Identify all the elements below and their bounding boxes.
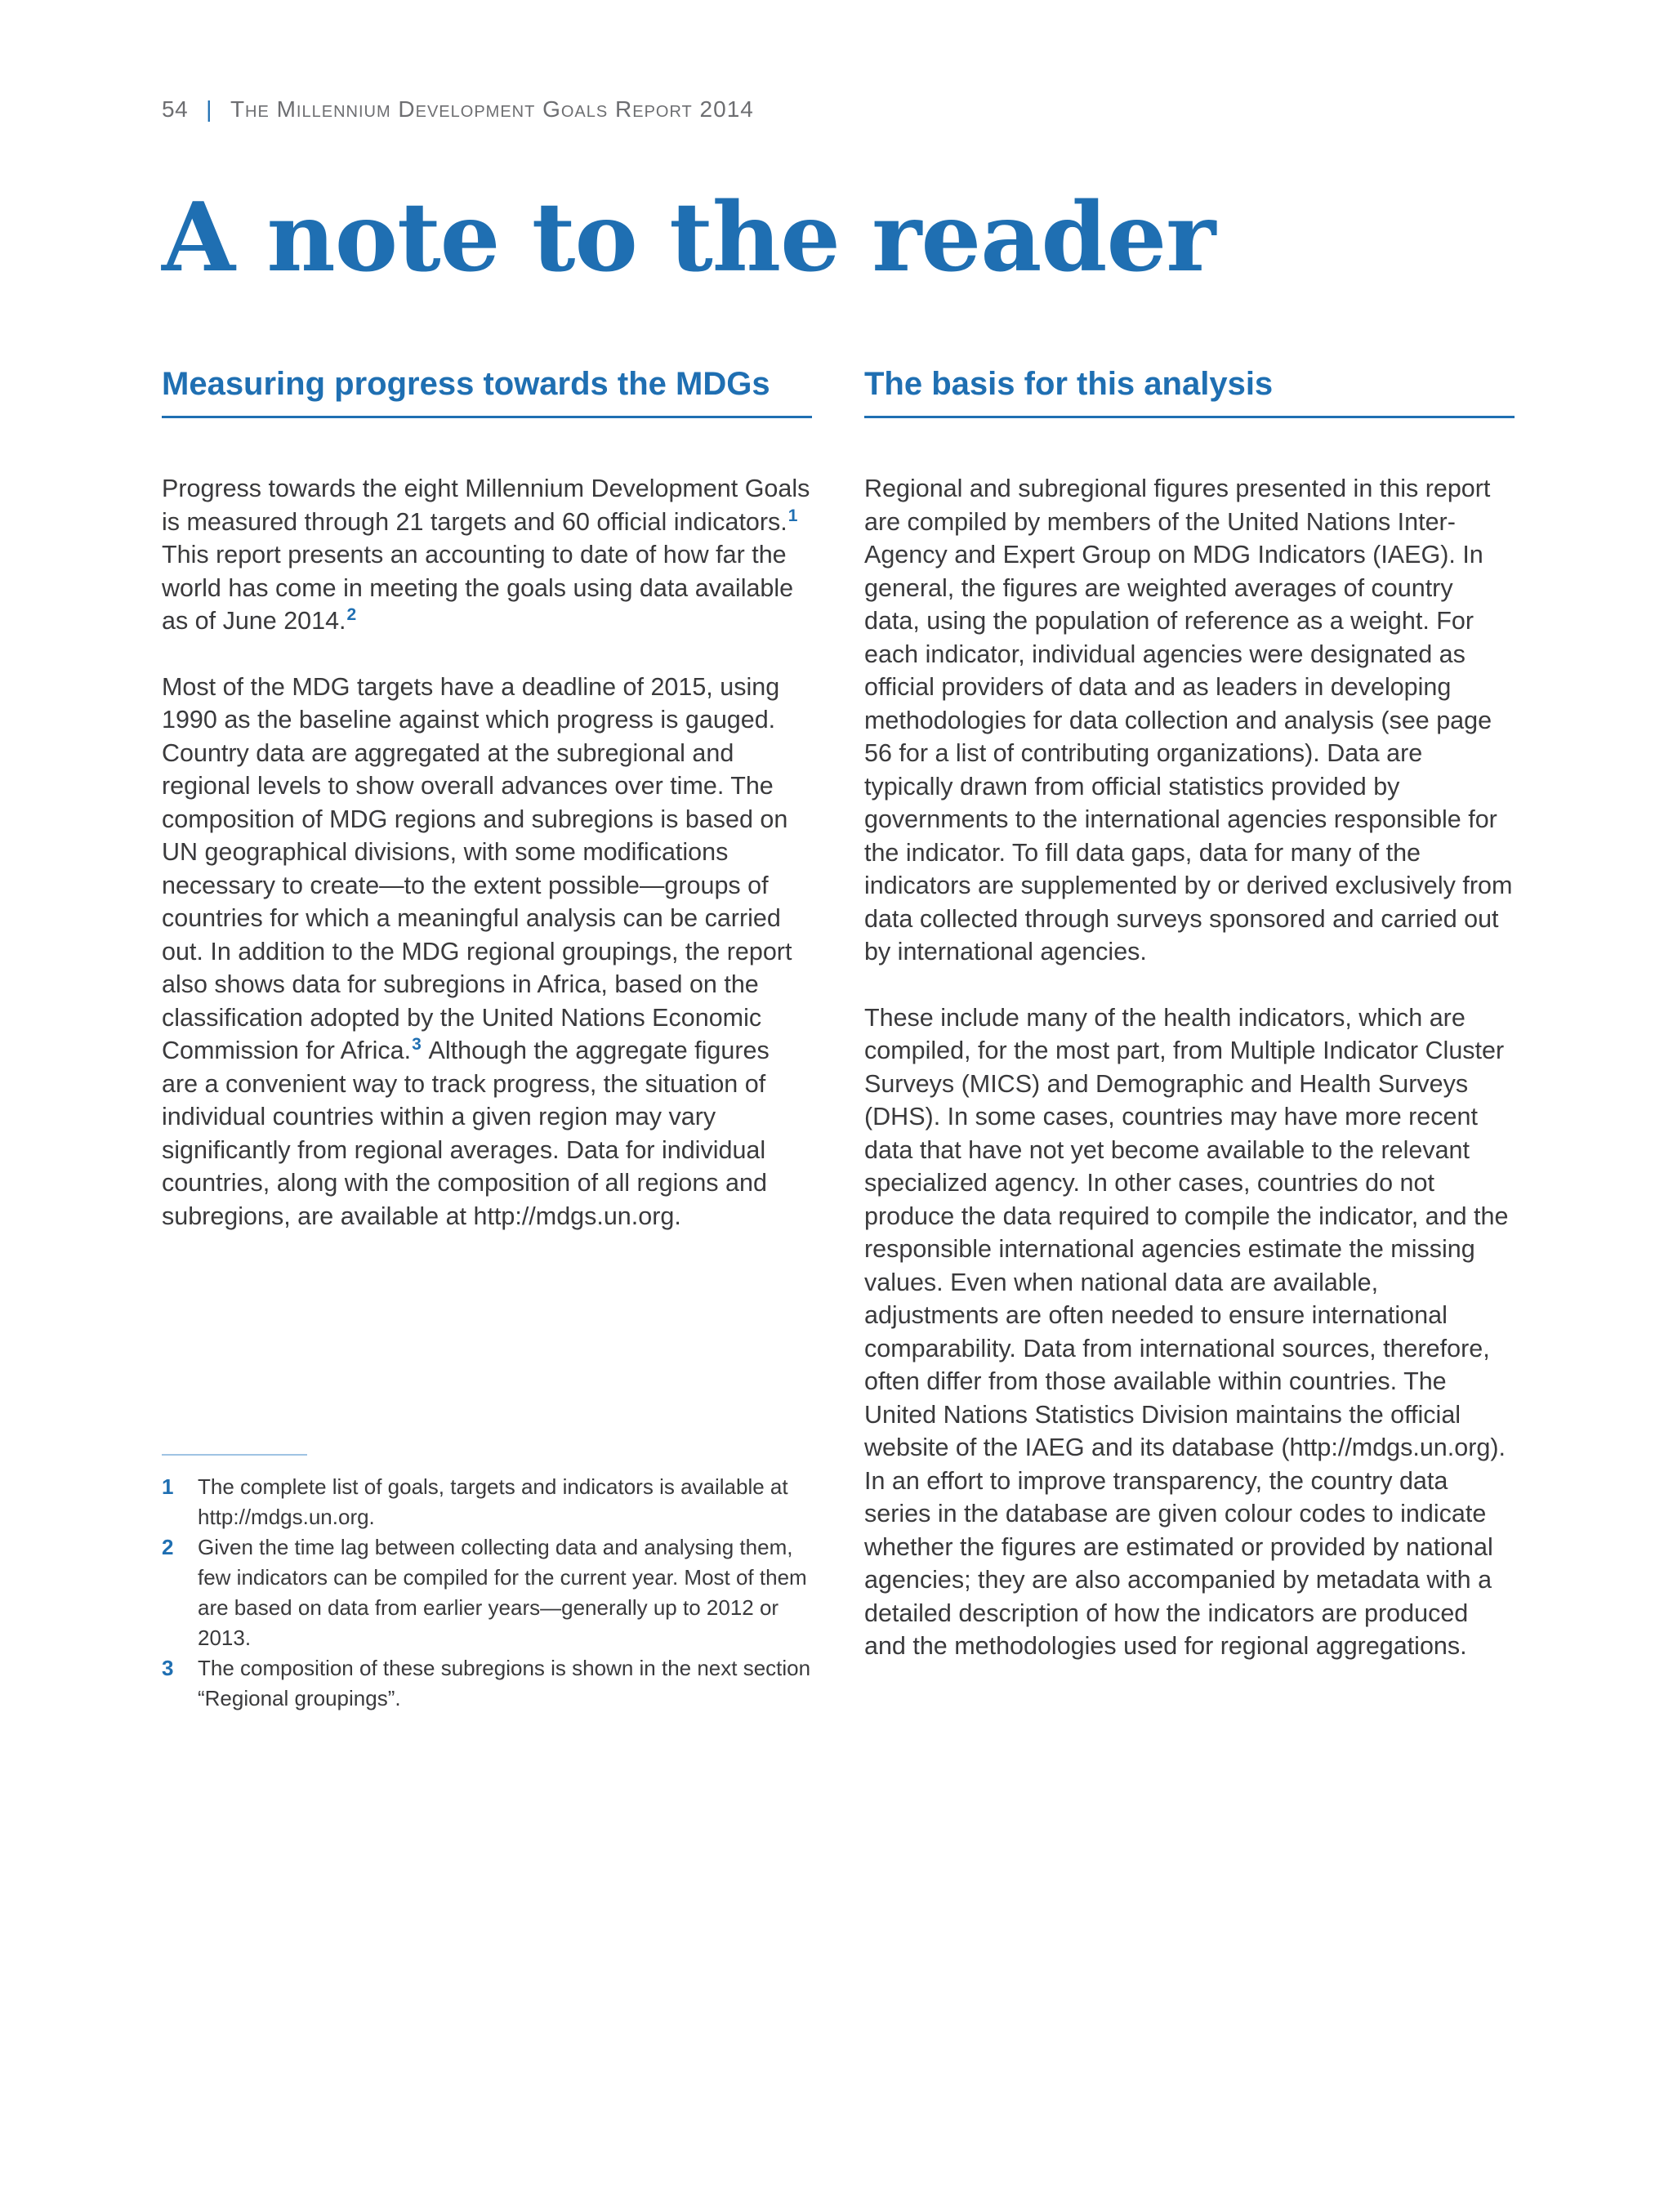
footnote-text: The complete list of goals, targets and indicators is available at http://mdgs.un.org. — [198, 1474, 788, 1529]
paragraph: These include many of the health indicators, which are compiled, for the most part, from Multiple Indicator Cluster Surveys (MICS) and Demographic and Health Surveys (DHS). In some cases, countries may have more recent data that have not yet become available to the relevant specialized agency. In other cases, countries do not produce the data required to compile the indicator, and the responsible international agencies estimate the missing values. Even when national data are available, adjustments are often needed to ensure international comparability. Data from international sources, therefore, often differ from those available within countries. The United Nations Statistics Division maintains the official website of the IAEG and its database (http://mdgs.un.org). In an effort to improve transparency, the country data series in the database are given colour codes to indicate whether the figures are estimated or provided by national agencies; they are also accompanied by metadata with a detailed description of how the indicators are produced and the methodologies used for regional aggregations. — [864, 1003, 1509, 1660]
section-heading-basis-for-analysis: The basis for this analysis — [864, 366, 1515, 418]
right-body — [864, 472, 1515, 1663]
footnote-ref-2[interactable]: 2 — [346, 605, 357, 624]
left-column — [162, 366, 812, 1265]
footnote-number: 1 — [162, 1474, 174, 1499]
footnote-number: 3 — [162, 1656, 174, 1680]
report-title: The Millennium Development Goals Report 2014 — [230, 96, 754, 122]
right-column — [864, 366, 1515, 1696]
header-separator: | — [206, 96, 212, 122]
running-header — [162, 96, 754, 123]
paragraph-text: Progress towards the eight Millennium Development Goals is measured through 21 targets and 60 official indicators. — [162, 475, 810, 536]
footnote-divider — [162, 1454, 307, 1456]
page-title: A note to the reader — [162, 182, 1216, 293]
footnote-ref-1[interactable]: 1 — [787, 506, 798, 525]
paragraph-text: This report presents an accounting to date of how far the world has come in meeting the goals using data available as of June 2014. — [162, 541, 794, 635]
footnote-item — [162, 1532, 815, 1653]
footnote-text: Given the time lag between collecting data and analysing them, few indicators can be compiled for the current year. Most of them are based on data from earlier years—generally up to 2012 or 2013. — [198, 1535, 807, 1650]
footnote-text: The composition of these subregions is shown in the next section “Regional groupings”. — [198, 1656, 811, 1710]
page-number: 54 — [162, 96, 189, 122]
footnote-item — [162, 1653, 815, 1714]
paragraph-text: Although the aggregate figures are a convenient way to track progress, the situation of individual countries within a given region may vary significantly from regional averages. Data for individual countries, along with the composition of all regions and subregions, are available at http://mdgs.un.org. — [162, 1037, 770, 1230]
section-heading-measuring-progress: Measuring progress towards the MDGs — [162, 366, 812, 418]
footnotes — [162, 1472, 815, 1714]
left-body — [162, 472, 812, 1233]
footnote-item — [162, 1472, 815, 1532]
paragraph — [162, 472, 812, 638]
footnote-number: 2 — [162, 1535, 174, 1559]
paragraph — [162, 671, 812, 1233]
paragraph: Regional and subregional figures presented in this report are compiled by members of the United Nations Inter-Agency and Expert Group on MDG Indicators (IAEG). In general, the figures are weighted averages of country data, using the population of reference as a weight. For each indicator, individual agencies were designated as official providers of data and as leaders in developing methodologies for data collection and analysis (see page 56 for a list of contributing organizations). Data are typically drawn from official statistics provided by governments to the international agencies responsible for the indicator. To fill data gaps, data for many of the indicators are supplemented by or derived exclusively from data collected through surveys sponsored and carried out by international agencies. — [864, 475, 1513, 966]
footnote-ref-3[interactable]: 3 — [412, 1035, 422, 1054]
paragraph-text: Most of the MDG targets have a deadline of 2015, using 1990 as the baseline against which progress is gauged. Country data are aggregated at the subregional and regional levels to show overall advances over time. The composition of MDG regions and subregions is based on UN geographical divisions, with some modifications necessary to create—to the extent possible—groups of countries for which a meaningful analysis can be carried out. In addition to the MDG regional groupings, the report also shows data for subregions in Africa, based on the classification adopted by the United Nations Economic Commission for Africa. — [162, 672, 792, 1064]
